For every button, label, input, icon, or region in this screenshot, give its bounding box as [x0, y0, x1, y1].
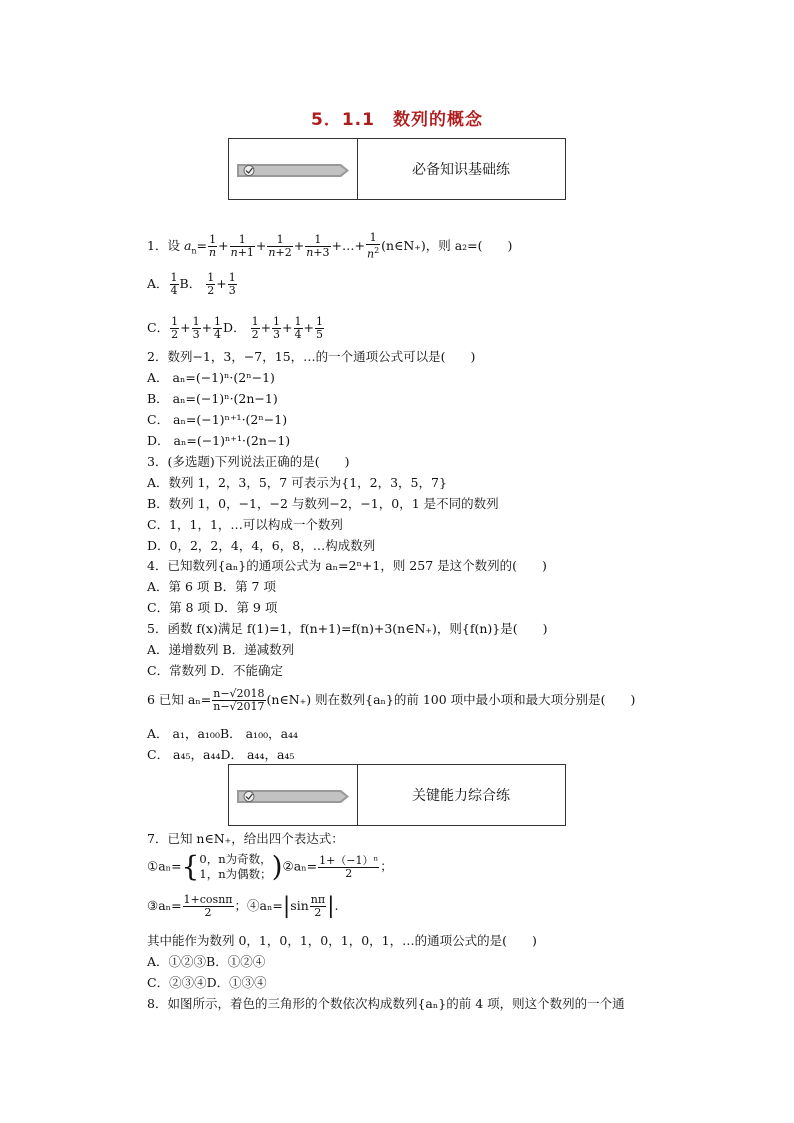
section-title-ability: 关键能力综合练 — [412, 788, 510, 804]
question-2-option-d: D． aₙ=(−1)ⁿ⁺¹·(2n−1) — [147, 433, 291, 448]
question-5-options-cd: C．常数列 D．不能确定 — [147, 663, 284, 678]
question-3-option-d: D．0，2，2，4，4，6，8，…构成数列 — [147, 538, 376, 553]
question-3-stem: 3．(多选题)下列说法正确的是( ) — [147, 454, 350, 469]
question-4-options-cd: C．第 8 项 D．第 9 项 — [147, 600, 278, 615]
question-6-options-cd: C． a₄₅，a₄₄D． a₄₄，a₄₅ — [147, 747, 295, 762]
question-6-options-ab: A． a₁，a₁₀₀B． a₁₀₀，a₄₄ — [147, 726, 299, 741]
section-banner-basic — [228, 138, 566, 200]
question-2-option-a: A． aₙ=(−1)ⁿ·(2ⁿ−1) — [147, 370, 275, 385]
question-7-options-ab: A．①②③B．①②④ — [147, 954, 266, 969]
question-3-option-b: B．数列 1，0，−1，−2 与数列−2，−1，0，1 是不同的数列 — [147, 496, 499, 511]
question-7-expr-3-4: ③aₙ= $\frac{1+\cos n\pi}{2}$ ；④aₙ=|sin $\frac{n\pi}{2}$ |. — [147, 893, 339, 919]
question-3-option-c: C．1，1，1，…可以构成一个数列 — [147, 517, 343, 532]
checkmark-arrow-icon — [237, 790, 349, 803]
checkmark-arrow-icon — [237, 164, 349, 177]
question-1: 1．设 $a_n=$ $\frac{1}{n}$ + $\frac{1}{n+1}$ + $\frac{1}{n+2}$ + $\frac{1}{n+3}$ +…+ $\frac{1}{n^2}$ (n∈N₊)，则 a₂=( ) — [147, 231, 513, 261]
question-7-stem: 7．已知 n∈N₊，给出四个表达式： — [147, 831, 344, 846]
question-2-option-b: B． aₙ=(−1)ⁿ·(2n−1) — [147, 391, 278, 406]
page-title: 5．1.1 数列的概念 — [311, 110, 483, 130]
section-title-basic: 必备知识基础练 — [412, 162, 510, 178]
question-4-stem: 4．已知数列{aₙ}的通项公式为 aₙ=2ⁿ+1，则 257 是这个数列的( ) — [147, 558, 547, 573]
question-2-stem: 2．数列−1，3，−7，15，…的一个通项公式可以是( ) — [147, 349, 476, 364]
question-5-stem: 5．函数 f(x)满足 f(1)=1，f(n+1)=f(n)+3(n∈N₊)，则{f(n)}是( ) — [147, 621, 548, 636]
question-8-stem: 8．如图所示，着色的三角形的个数依次构成数列{aₙ}的前 4 项，则这个数列的一个通 — [147, 996, 625, 1011]
question-1-options-cd: C． $\frac{1}{2}$ + $\frac{1}{3}$ + $\frac{1}{4}$ D． $\frac{1}{2}$ + $\frac{1}{3}$ + $\frac{1}{4}$ + $\frac{1}{5}$ — [147, 315, 324, 341]
question-5-options-ab: A．递增数列 B．递减数列 — [147, 642, 295, 657]
question-3-option-a: A．数列 1，2，3，5，7 可表示为{1，2，3，5，7} — [147, 475, 447, 490]
question-4-options-ab: A．第 6 项 B．第 7 项 — [147, 579, 276, 594]
question-6-stem: 6 已知 aₙ= $\frac{n-√2018}{n-√2017}$ (n∈N₊) 则在数列{aₙ}的前 100 项中最小项和最大项分别是( ) — [147, 687, 636, 713]
question-1-options-ab: A． $\frac{1}{4}$ B． $\frac{1}{2}$ + $\frac{1}{3}$ — [147, 271, 236, 297]
section-banner-ability — [228, 764, 566, 826]
question-7-expr-1-2: ①aₙ={ 0，n为奇数， 1，n为偶数； )②aₙ= $\frac{\text{1+（−1）ⁿ}}{2}$ ； — [147, 850, 393, 883]
question-7-options-cd: C．②③④D．①③④ — [147, 975, 267, 990]
question-2-option-c: C． aₙ=(−1)ⁿ⁺¹·(2ⁿ−1) — [147, 412, 288, 427]
question-7-prompt: 其中能作为数列 0，1，0，1，0，1，0，1，…的通项公式的是( ) — [147, 933, 537, 948]
